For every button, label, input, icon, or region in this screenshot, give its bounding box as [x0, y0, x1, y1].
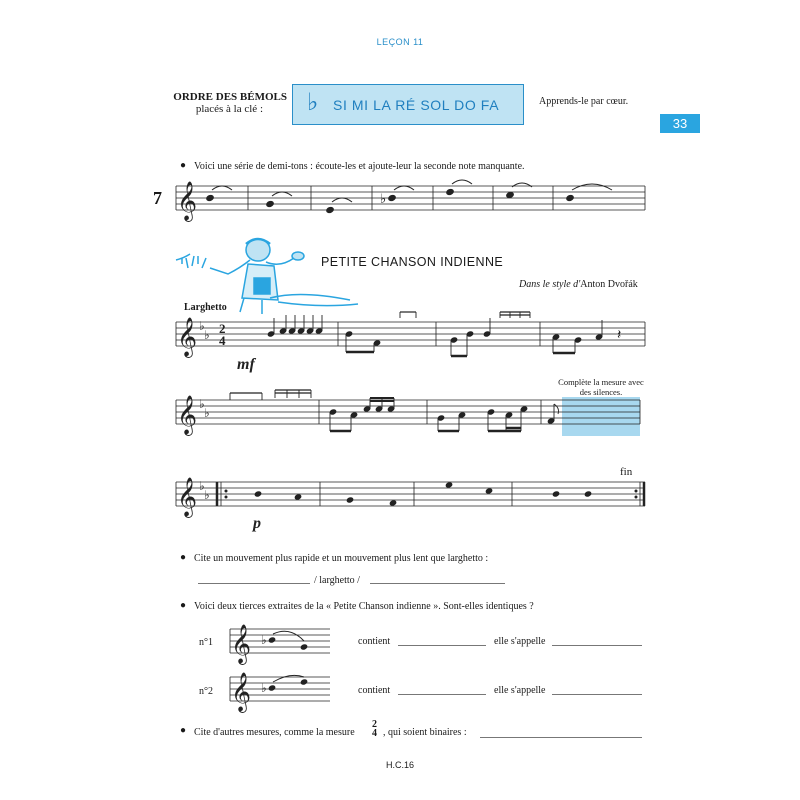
- bullet: ●: [180, 725, 187, 736]
- answer-line-name-2[interactable]: [552, 694, 642, 695]
- contains-label-1: contient: [358, 636, 391, 647]
- tempo-marking: Larghetto: [184, 302, 227, 313]
- answer-line-contains-1[interactable]: [398, 645, 486, 646]
- flat-icon: ♭: [204, 488, 210, 502]
- question-2-text: Voici deux tierces extraites de la « Petite Chanson indienne ». Sont-elles identiques ?: [194, 601, 534, 612]
- answer-line-meters[interactable]: [480, 737, 642, 738]
- flats-order-subtitle: placés à la clé :: [195, 103, 263, 115]
- answer-line-contains-2[interactable]: [398, 694, 486, 695]
- flats-order-title: ORDRE DES BÉMOLS: [173, 91, 287, 103]
- flat-icon: ♭: [261, 633, 267, 647]
- lesson-header: LEÇON 11: [376, 37, 424, 47]
- larghetto-separator: / larghetto /: [314, 575, 360, 586]
- flat-icon: ♭: [261, 681, 267, 695]
- third-2-label: n°2: [199, 686, 213, 697]
- question-3-text: Cite d'autres mesures, comme la mesure: [194, 727, 355, 738]
- time-signature-top: 2: [219, 321, 226, 336]
- flat-icon: ♭: [380, 191, 387, 206]
- flat-icon: ♭: [307, 90, 319, 116]
- flat-icon: ♭: [204, 328, 210, 342]
- ts-bottom: 4: [372, 728, 377, 739]
- question-1-text: Cite un mouvement plus rapide et un mouvement plus lent que larghetto :: [194, 553, 489, 564]
- fin-marker: fin: [620, 466, 633, 478]
- exercise-instruction: Voici une série de demi-tons : écoute-les et ajoute-leur la seconde note manquante.: [194, 161, 525, 172]
- contains-label-2: contient: [358, 685, 391, 696]
- complete-measure-note: Complète la mesure avec des silences.: [558, 377, 644, 397]
- exercise-number: 7: [153, 188, 162, 208]
- page-number-badge: 33: [660, 114, 700, 133]
- flat-icon: ♭: [199, 479, 205, 493]
- called-label-2: elle s'appelle: [494, 685, 546, 696]
- flat-icon: ♭: [199, 397, 205, 411]
- bullet: ●: [180, 552, 187, 563]
- treble-clef-icon: 𝄞: [231, 672, 252, 712]
- third-1-label: n°1: [199, 637, 213, 648]
- time-signature-2-4: [372, 720, 377, 738]
- dynamic-p: p: [253, 515, 261, 532]
- treble-clef-icon: 𝄞: [177, 181, 198, 221]
- song-title: PETITE CHANSON INDIENNE: [321, 255, 504, 269]
- quarter-rest-icon: 𝄽: [617, 328, 622, 343]
- memorize-note: Apprends-le par cœur.: [539, 96, 629, 107]
- ts-top: 2: [372, 719, 377, 730]
- treble-clef-icon: 𝄞: [177, 477, 198, 517]
- flats-order-notes: SI MI LA RÉ SOL DO FA: [333, 97, 500, 113]
- answer-line-name-1[interactable]: [552, 645, 642, 646]
- flat-icon: ♭: [204, 406, 210, 420]
- bullet: ●: [180, 160, 187, 171]
- footer-code: H.C.16: [385, 760, 414, 770]
- time-signature-bottom: 4: [219, 333, 226, 348]
- composer-name: Anton Dvořák: [580, 279, 638, 290]
- question-3-text-end: , qui soient binaires :: [383, 727, 467, 738]
- treble-clef-icon: 𝄞: [177, 317, 198, 357]
- style-prefix: Dans le style d': [519, 279, 581, 290]
- treble-clef-icon: 𝄞: [231, 624, 252, 664]
- treble-clef-icon: 𝄞: [177, 395, 198, 435]
- flat-icon: ♭: [199, 319, 205, 333]
- called-label-1: elle s'appelle: [494, 636, 546, 647]
- dynamic-mf: mf: [237, 356, 255, 373]
- bullet: ●: [180, 600, 187, 611]
